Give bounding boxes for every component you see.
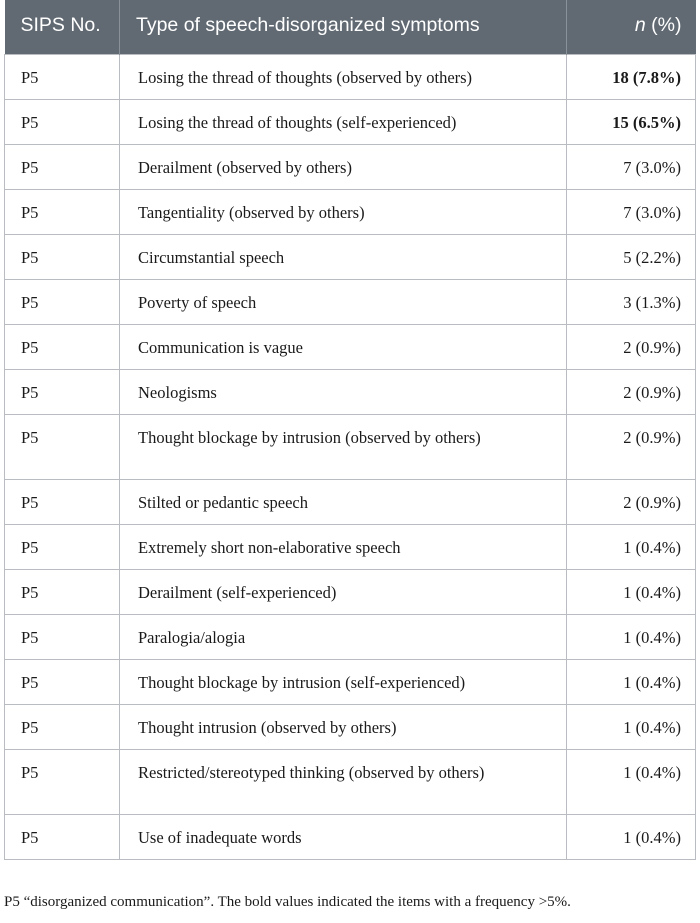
table-header — [5, 0, 696, 54]
table-row — [5, 144, 696, 189]
frequency-cell: 2 (0.9%) — [567, 414, 696, 479]
table-body — [5, 54, 696, 859]
table-row — [5, 479, 696, 524]
sips-code-cell: P5 — [5, 614, 120, 659]
frequency-cell: 7 (3.0%) — [567, 144, 696, 189]
header-n-percent — [567, 0, 696, 54]
symptom-label-cell: Circumstantial speech — [120, 234, 567, 279]
symptom-label-cell: Restricted/stereotyped thinking (observed by others) — [120, 749, 567, 814]
frequency-cell: 2 (0.9%) — [567, 369, 696, 414]
table-row — [5, 234, 696, 279]
table-row — [5, 524, 696, 569]
frequency-cell: 1 (0.4%) — [567, 614, 696, 659]
table-row — [5, 54, 696, 99]
frequency-cell: 2 (0.9%) — [567, 479, 696, 524]
sips-code-cell: P5 — [5, 144, 120, 189]
table-row — [5, 814, 696, 859]
sips-code-cell: P5 — [5, 189, 120, 234]
symptom-label-cell: Poverty of speech — [120, 279, 567, 324]
sips-code-cell: P5 — [5, 749, 120, 814]
frequency-cell: 1 (0.4%) — [567, 704, 696, 749]
symptom-label-cell: Stilted or pedantic speech — [120, 479, 567, 524]
header-row — [5, 0, 696, 54]
sips-code-cell: P5 — [5, 814, 120, 859]
sips-code-cell: P5 — [5, 279, 120, 324]
frequency-cell: 7 (3.0%) — [567, 189, 696, 234]
symptom-label-cell: Losing the thread of thoughts (observed by others) — [120, 54, 567, 99]
table-footnote: P5 “disorganized communication”. The bold values indicated the items with a frequency >5%. — [4, 894, 571, 910]
symptom-label-cell: Derailment (self-experienced) — [120, 569, 567, 614]
symptom-label-cell: Neologisms — [120, 369, 567, 414]
header-percent-label: (%) — [645, 14, 682, 36]
frequency-cell: 1 (0.4%) — [567, 749, 696, 814]
frequency-cell: 5 (2.2%) — [567, 234, 696, 279]
symptom-label-cell: Thought intrusion (observed by others) — [120, 704, 567, 749]
table-row — [5, 279, 696, 324]
symptom-label-cell: Losing the thread of thoughts (self-experienced) — [120, 99, 567, 144]
sips-code-cell: P5 — [5, 569, 120, 614]
header-sips-no: SIPS No. — [5, 0, 120, 54]
frequency-cell: 2 (0.9%) — [567, 324, 696, 369]
symptom-label-cell: Paralogia/alogia — [120, 614, 567, 659]
frequency-cell: 15 (6.5%) — [567, 99, 696, 144]
symptom-label-cell: Use of inadequate words — [120, 814, 567, 859]
header-symptom-type: Type of speech-disorganized symptoms — [120, 0, 567, 54]
table-row — [5, 99, 696, 144]
table-row — [5, 749, 696, 814]
frequency-cell: 1 (0.4%) — [567, 569, 696, 614]
frequency-cell: 18 (7.8%) — [567, 54, 696, 99]
header-n-label: n — [634, 14, 646, 36]
table-row — [5, 369, 696, 414]
symptom-label-cell: Thought blockage by intrusion (self-experienced) — [120, 659, 567, 704]
sips-code-cell: P5 — [5, 524, 120, 569]
frequency-cell: 3 (1.3%) — [567, 279, 696, 324]
sips-code-cell: P5 — [5, 54, 120, 99]
sips-code-cell: P5 — [5, 369, 120, 414]
sips-code-cell: P5 — [5, 99, 120, 144]
symptom-label-cell: Thought blockage by intrusion (observed by others) — [120, 414, 567, 479]
table-row — [5, 189, 696, 234]
symptom-label-cell: Derailment (observed by others) — [120, 144, 567, 189]
symptom-label-cell: Extremely short non-elaborative speech — [120, 524, 567, 569]
symptom-label-cell: Tangentiality (observed by others) — [120, 189, 567, 234]
sips-code-cell: P5 — [5, 414, 120, 479]
frequency-cell: 1 (0.4%) — [567, 659, 696, 704]
table-row — [5, 659, 696, 704]
frequency-cell: 1 (0.4%) — [567, 524, 696, 569]
sips-code-cell: P5 — [5, 234, 120, 279]
sips-code-cell: P5 — [5, 324, 120, 369]
sips-code-cell: P5 — [5, 704, 120, 749]
symptom-label-cell: Communication is vague — [120, 324, 567, 369]
table-row — [5, 324, 696, 369]
table-row — [5, 704, 696, 749]
sips-code-cell: P5 — [5, 659, 120, 704]
table-row — [5, 614, 696, 659]
table-row — [5, 414, 696, 479]
table-row — [5, 569, 696, 614]
symptoms-table — [4, 0, 696, 860]
frequency-cell: 1 (0.4%) — [567, 814, 696, 859]
sips-code-cell: P5 — [5, 479, 120, 524]
